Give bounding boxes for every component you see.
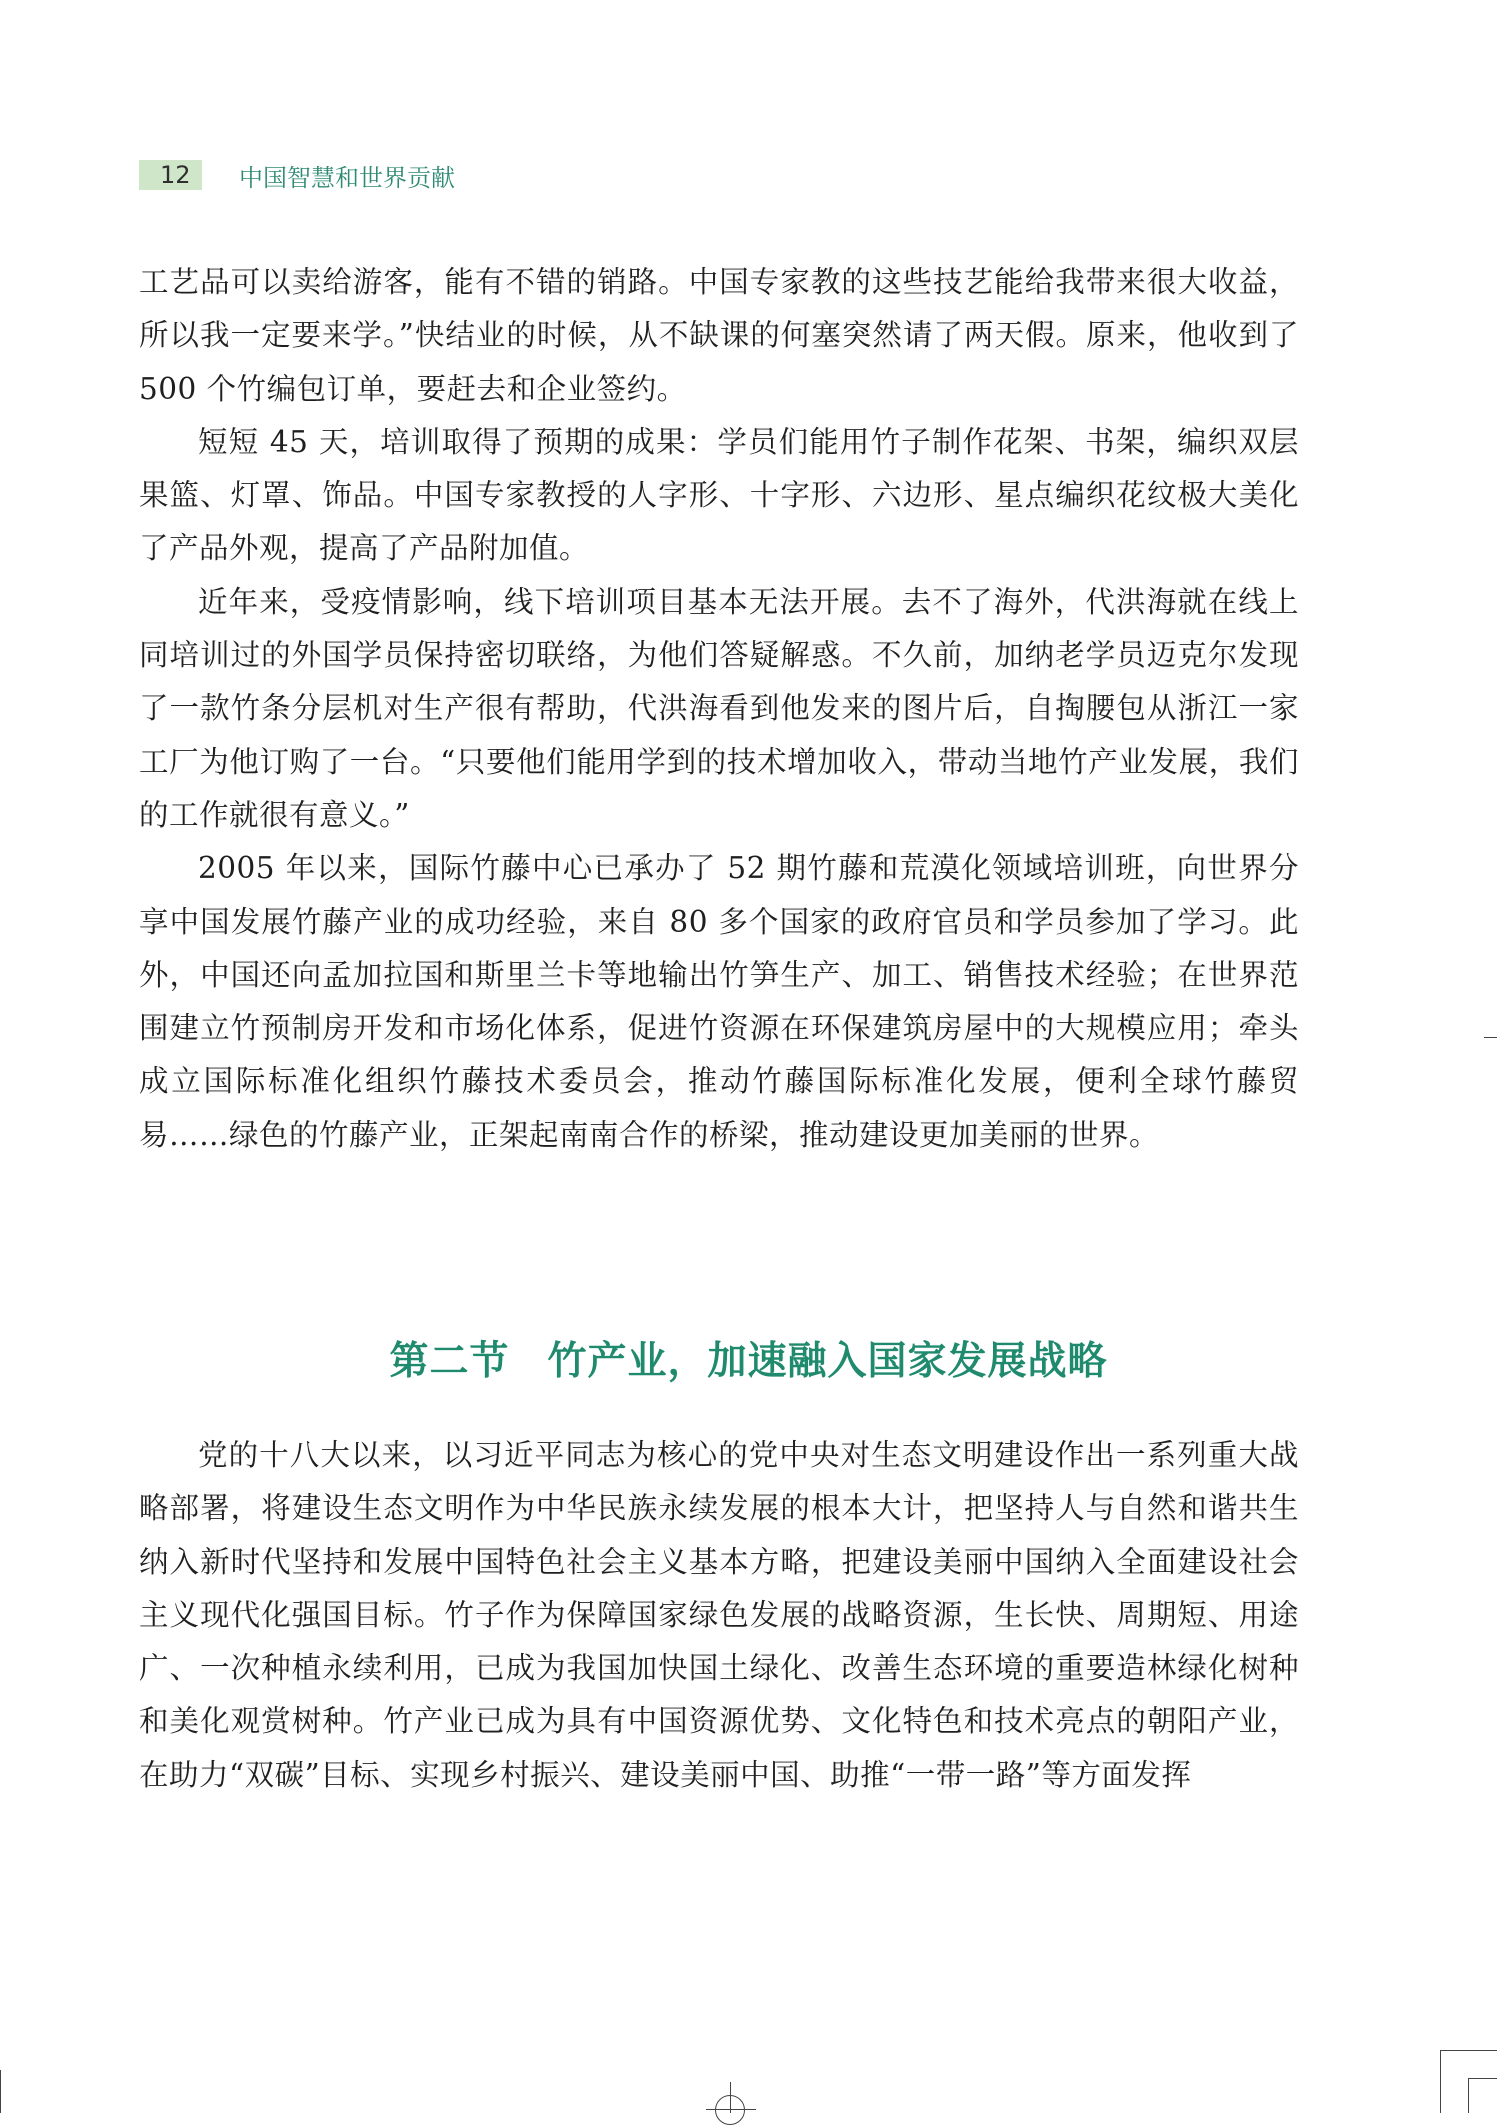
crop-mark-bottom-right-inner-h bbox=[1468, 2078, 1497, 2079]
paragraph: 近年来，受疫情影响，线下培训项目基本无法开展。去不了海外，代洪海就在线上同培训过的外国学员保持密切联络，为他们答疑解惑。不久前，加纳老学员迈克尔发现了一款竹条分层机对生产很有帮助，代洪海看到他发来的图片后，自掏腰包从浙江一家工厂为他订购了一台。“只要他们能用学到的技术增加收入，带动当地竹产业发展，我们的工作就很有意义。” bbox=[139, 584, 1299, 832]
body-text-after-section bbox=[139, 1429, 1299, 1802]
paragraph: 2005 年以来，国际竹藤中心已承办了 52 期竹藤和荒漠化领域培训班，向世界分享中国发展竹藤产业的成功经验，来自 80 多个国家的政府官员和学员参加了学习。此外，中国还向孟加拉国和斯里兰卡等地输出竹笋生产、加工、销售技术经验；在世界范围建立竹预制房开发和市场化体系，促进竹资源在环保建筑房屋中的大规模应用；牵头成立国际标准化组织竹藤技术委员会，推动竹藤国际标准化发展，便利全球竹藤贸易……绿色的竹藤产业，正架起南南合作的桥梁，推动建设更加美丽的世界。 bbox=[139, 851, 1299, 1152]
crop-mark-bottom-left bbox=[0, 2070, 1, 2113]
paragraph: 短短 45 天，培训取得了预期的成果：学员们能用竹子制作花架、书架，编织双层果篮、灯罩、饰品。中国专家教授的人字形、十字形、六边形、星点编织花纹极大美化了产品外观，提高了产品附加值。 bbox=[139, 424, 1299, 566]
running-title: 中国智慧和世界贡献 bbox=[239, 163, 455, 192]
page-header bbox=[139, 158, 455, 192]
crop-mark-right bbox=[1484, 1037, 1497, 1038]
section-heading bbox=[0, 1330, 1497, 1386]
section-title: 竹产业，加速融入国家发展战略 bbox=[547, 1339, 1108, 1384]
registration-mark-circle bbox=[715, 2095, 745, 2125]
crop-mark-bottom-right-outer-h bbox=[1440, 2050, 1497, 2051]
registration-mark-horizontal bbox=[706, 2109, 756, 2110]
crop-mark-bottom-right-outer-v bbox=[1440, 2050, 1441, 2113]
paragraph-continuation: 工艺品可以卖给游客，能有不错的销路。中国专家教的这些技艺能给我带来很大收益，所以我一定要来学。”快结业的时候，从不缺课的何塞突然请了两天假。原来，他收到了 500 个竹编包订单，要赶去和企业签约。 bbox=[139, 265, 1299, 406]
body-text-before-section bbox=[139, 256, 1299, 1162]
page-number: 12 bbox=[139, 160, 202, 190]
paragraph: 党的十八大以来，以习近平同志为核心的党中央对生态文明建设作出一系列重大战略部署，将建设生态文明作为中华民族永续发展的根本大计，把坚持人与自然和谐共生纳入新时代坚持和发展中国特色社会主义基本方略，把建设美丽中国纳入全面建设社会主义现代化强国目标。竹子作为保障国家绿色发展的战略资源，生长快、周期短、用途广、一次种植永续利用，已成为我国加快国土绿化、改善生态环境的重要造林绿化树种和美化观赏树种。竹产业已成为具有中国资源优势、文化特色和技术亮点的朝阳产业，在助力“双碳”目标、实现乡村振兴、建设美丽中国、助推“一带一路”等方面发挥 bbox=[139, 1438, 1299, 1792]
section-number: 第二节 bbox=[389, 1339, 510, 1384]
crop-mark-bottom-right-inner-v bbox=[1468, 2078, 1469, 2113]
